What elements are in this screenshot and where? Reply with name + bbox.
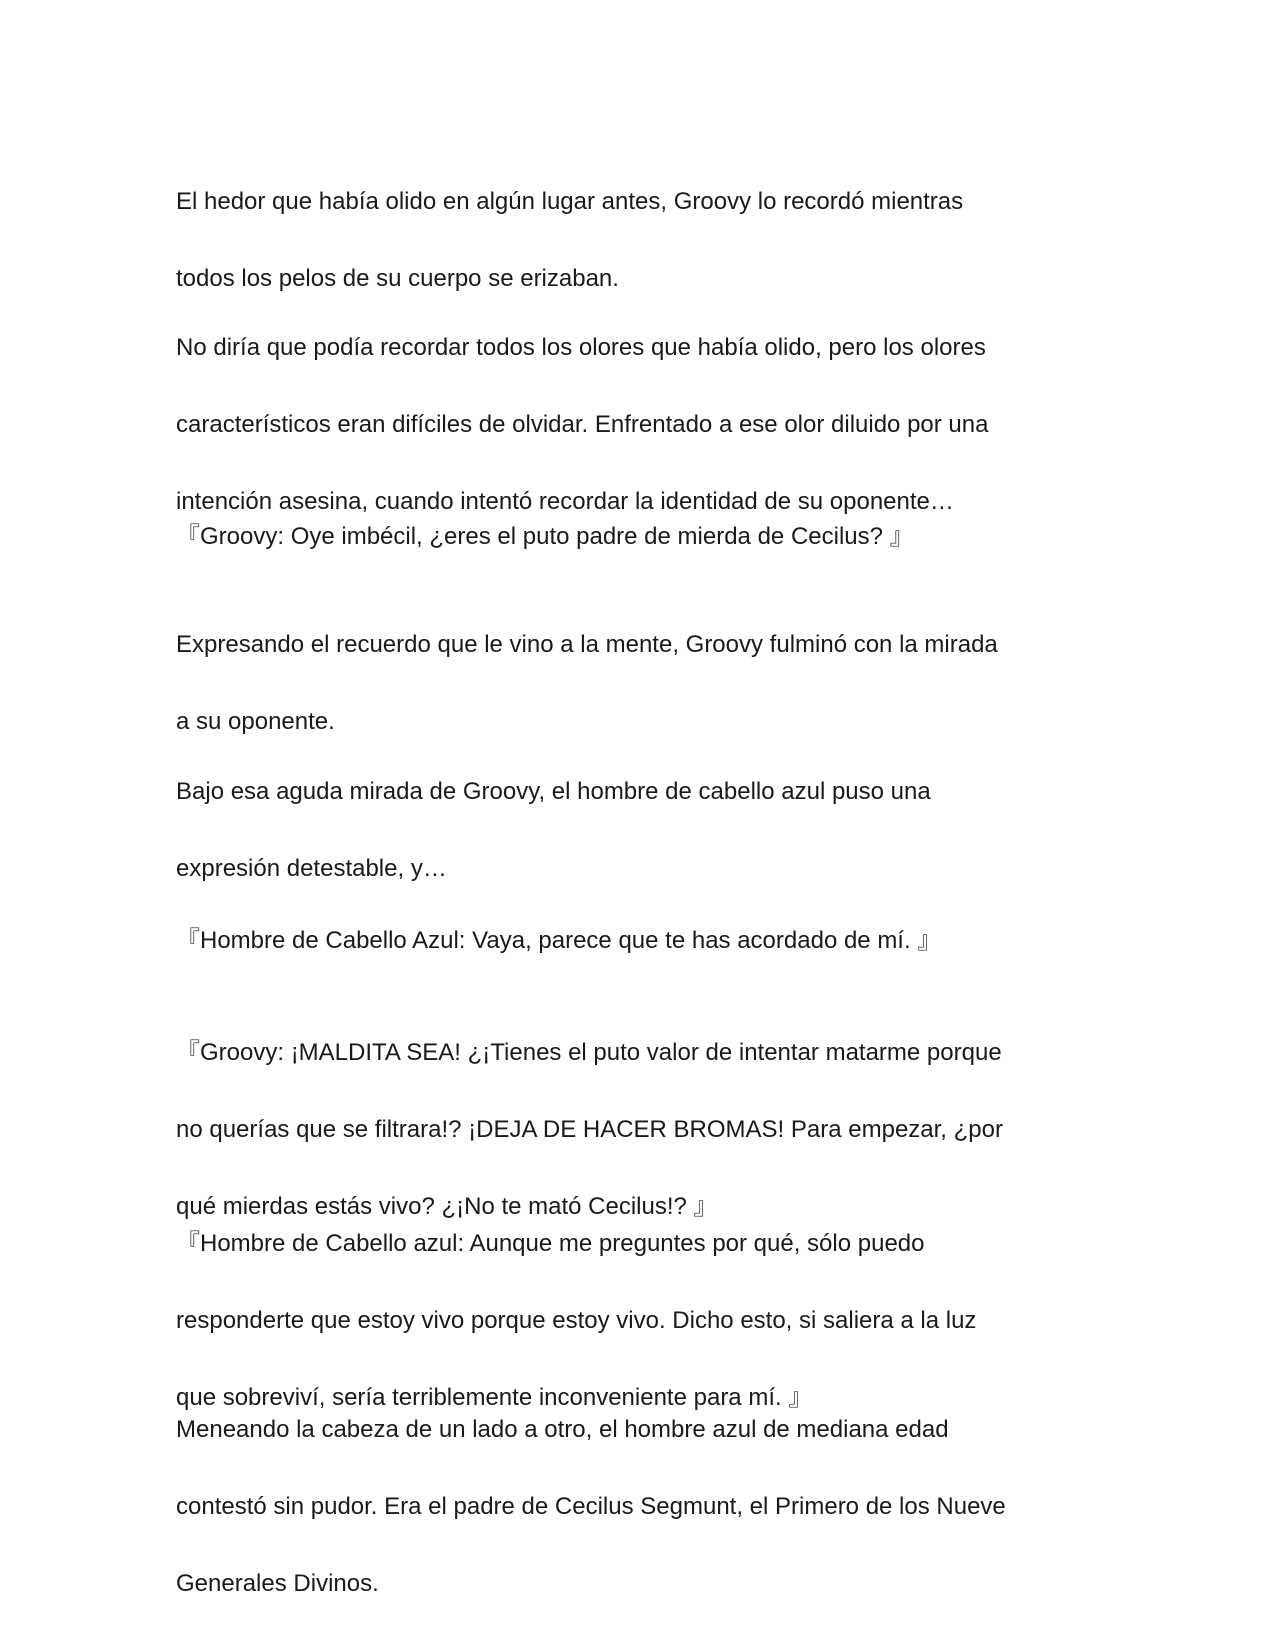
text-line: intención asesina, cuando intentó recordar la identidad de su oponente… (176, 487, 954, 515)
text-line: a su oponente. (176, 707, 335, 735)
text-line: contestó sin pudor. Era el padre de Cecilus Segmunt, el Primero de los Nueve (176, 1492, 1006, 1520)
text-line: 『Hombre de Cabello azul: Aunque me preguntes por qué, sólo puedo (176, 1229, 925, 1257)
paragraph-6-dialogue-blue-haired-man (176, 883, 1116, 999)
text-line: que sobreviví, sería terriblemente inconveniente para mí. 』 (176, 1383, 813, 1411)
text-line: Meneando la cabeza de un lado a otro, el hombre azul de mediana edad (176, 1415, 949, 1443)
text-line: expresión detestable, y… (176, 854, 447, 882)
text-line: Generales Divinos. (176, 1569, 379, 1597)
text-line: Bajo esa aguda mirada de Groovy, el hombre de cabello azul puso una (176, 777, 931, 805)
paragraph-9 (176, 1372, 1116, 1642)
text-line: 『Hombre de Cabello Azul: Vaya, parece que te has acordado de mí. 』 (176, 926, 942, 954)
text-line: No diría que podía recordar todos los olores que había olido, pero los olores (176, 333, 986, 361)
text-line: responderte que estoy vivo porque estoy vivo. Dicho esto, si saliera a la luz (176, 1306, 977, 1334)
text-line: no querías que se filtrara!? ¡DEJA DE HACER BROMAS! Para empezar, ¿por (176, 1115, 1003, 1143)
text-line: El hedor que había olido en algún lugar antes, Groovy lo recordó mientras (176, 187, 964, 215)
text-line: Expresando el recuerdo que le vino a la mente, Groovy fulminó con la mirada (176, 630, 998, 658)
paragraph-3-dialogue-groovy (176, 479, 1116, 595)
text-line: 『Groovy: ¡MALDITA SEA! ¿¡Tienes el puto valor de intentar matarme porque (176, 1038, 1002, 1066)
text-line: qué mierdas estás vivo? ¿¡No te mató Cecilus!? 』 (176, 1192, 718, 1220)
text-line: 『Groovy: Oye imbécil, ¿eres el puto padre de mierda de Cecilus? 』 (176, 522, 914, 550)
text-line: todos los pelos de su cuerpo se erizaban. (176, 264, 619, 292)
text-line: característicos eran difíciles de olvidar. Enfrentado a ese olor diluido por una (176, 410, 989, 438)
